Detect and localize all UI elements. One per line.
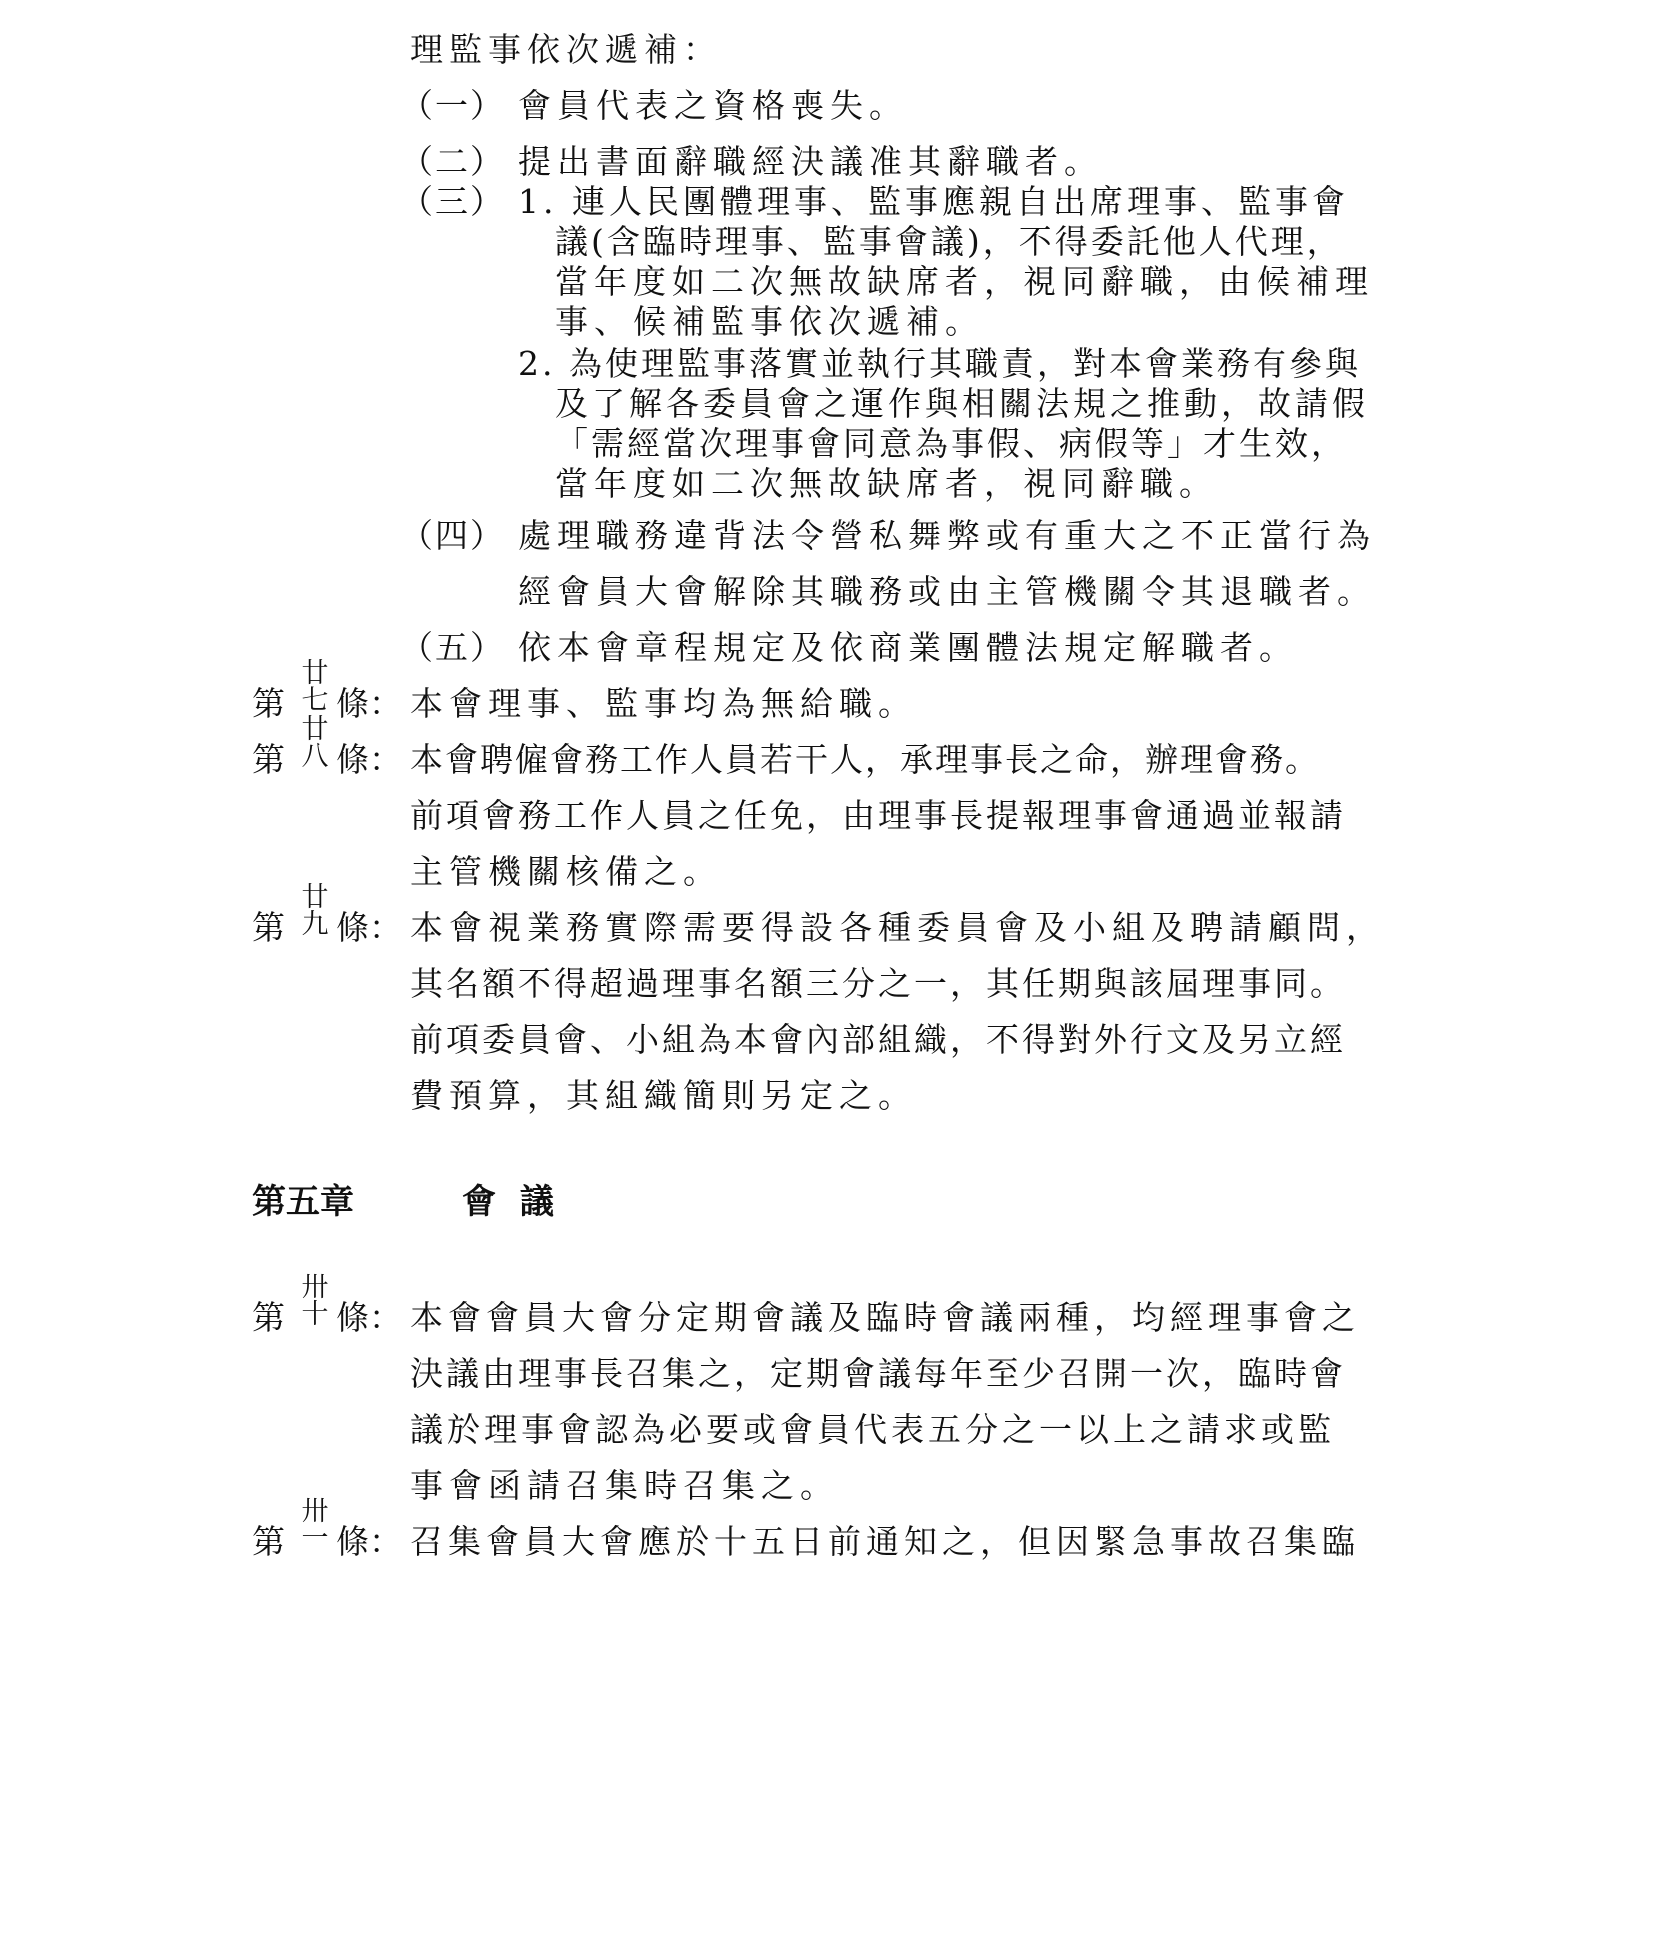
text-line: 本會視業務實際需要得設各種委員會及小組及聘請顧問， (410, 908, 1385, 947)
text-line: 理監事依次遞補： (410, 30, 722, 69)
item-marker: （三） (400, 182, 505, 221)
text-line: 事、候補監事依次遞補。 (555, 302, 984, 341)
text-line: 依本會章程規定及依商業團體法規定解職者。 (518, 628, 1298, 667)
text-line: 2. 為使理監事落實並執行其職責，對本會業務有參與 (518, 344, 1361, 383)
text-line: 1. 連人民團體理事、監事應親自出席理事、監事會 (518, 182, 1349, 221)
item-marker: （五） (400, 628, 505, 667)
text-line: 其名額不得超過理事名額三分之一，其任期與該屆理事同。 (410, 964, 1346, 1003)
text-line: 會員代表之資格喪失。 (518, 86, 908, 125)
article-tiao: 條： (336, 1298, 402, 1337)
text-line: 當年度如二次無故缺席者，視同辭職。 (555, 464, 1218, 503)
article-di: 第 (252, 684, 285, 723)
article-di: 第 (252, 1298, 285, 1337)
text-line: 及了解各委員會之運作與相關法規之推動，故請假 (555, 384, 1369, 423)
text-line: 當年度如二次無故缺席者，視同辭職，由候補理 (555, 262, 1374, 301)
text-line: 主管機關核備之。 (410, 852, 722, 891)
item-marker: （二） (400, 142, 505, 181)
article-number: 廿 七 (301, 658, 329, 716)
article-di: 第 (252, 740, 285, 779)
article-number: 卅 十 (301, 1272, 329, 1330)
text-line: 決議由理事長召集之，定期會議每年至少召開一次，臨時會 (410, 1354, 1346, 1393)
text-line: 提出書面辭職經決議准其辭職者。 (518, 142, 1103, 181)
text-line: 事會函請召集時召集之。 (410, 1466, 839, 1505)
article-tiao: 條： (336, 1522, 402, 1561)
chapter-title: 會 議 (462, 1182, 560, 1222)
text-line: 召集會員大會應於十五日前通知之，但因緊急事故召集臨 (410, 1522, 1360, 1561)
text-line: 本會理事、監事均為無給職。 (410, 684, 917, 723)
text-line: 議(含臨時理事、監事會議)，不得委託他人代理， (555, 222, 1343, 261)
text-line: 前項會務工作人員之任免，由理事長提報理事會通過並報請 (410, 796, 1346, 835)
text-line: 本會會員大會分定期會議及臨時會議兩種，均經理事會之 (410, 1298, 1360, 1337)
article-number: 廿 八 (301, 714, 329, 772)
article-tiao: 條： (336, 684, 402, 723)
text-line: 前項委員會、小組為本會內部組織，不得對外行文及另立經 (410, 1020, 1346, 1059)
article-number: 卅 一 (301, 1496, 329, 1554)
chapter-number: 第五章 (252, 1182, 354, 1222)
text-line: 「需經當次理事會同意為事假、病假等」才生效， (555, 424, 1347, 463)
text-line: 經會員大會解除其職務或由主管機關令其退職者。 (518, 572, 1376, 611)
article-di: 第 (252, 1522, 285, 1561)
text-line: 費預算，其組織簡則另定之。 (410, 1076, 917, 1115)
article-tiao: 條： (336, 908, 402, 947)
item-marker: （四） (400, 516, 505, 555)
article-di: 第 (252, 908, 285, 947)
item-marker: （一） (400, 86, 505, 125)
text-line: 議於理事會認為必要或會員代表五分之一以上之請求或監 (410, 1410, 1335, 1449)
text-line: 處理職務違背法令營私舞弊或有重大之不正當行為 (518, 516, 1376, 555)
article-tiao: 條： (336, 740, 402, 779)
article-number: 廿 九 (301, 882, 329, 940)
text-line: 本會聘僱會務工作人員若干人，承理事長之命，辦理會務。 (410, 740, 1320, 779)
